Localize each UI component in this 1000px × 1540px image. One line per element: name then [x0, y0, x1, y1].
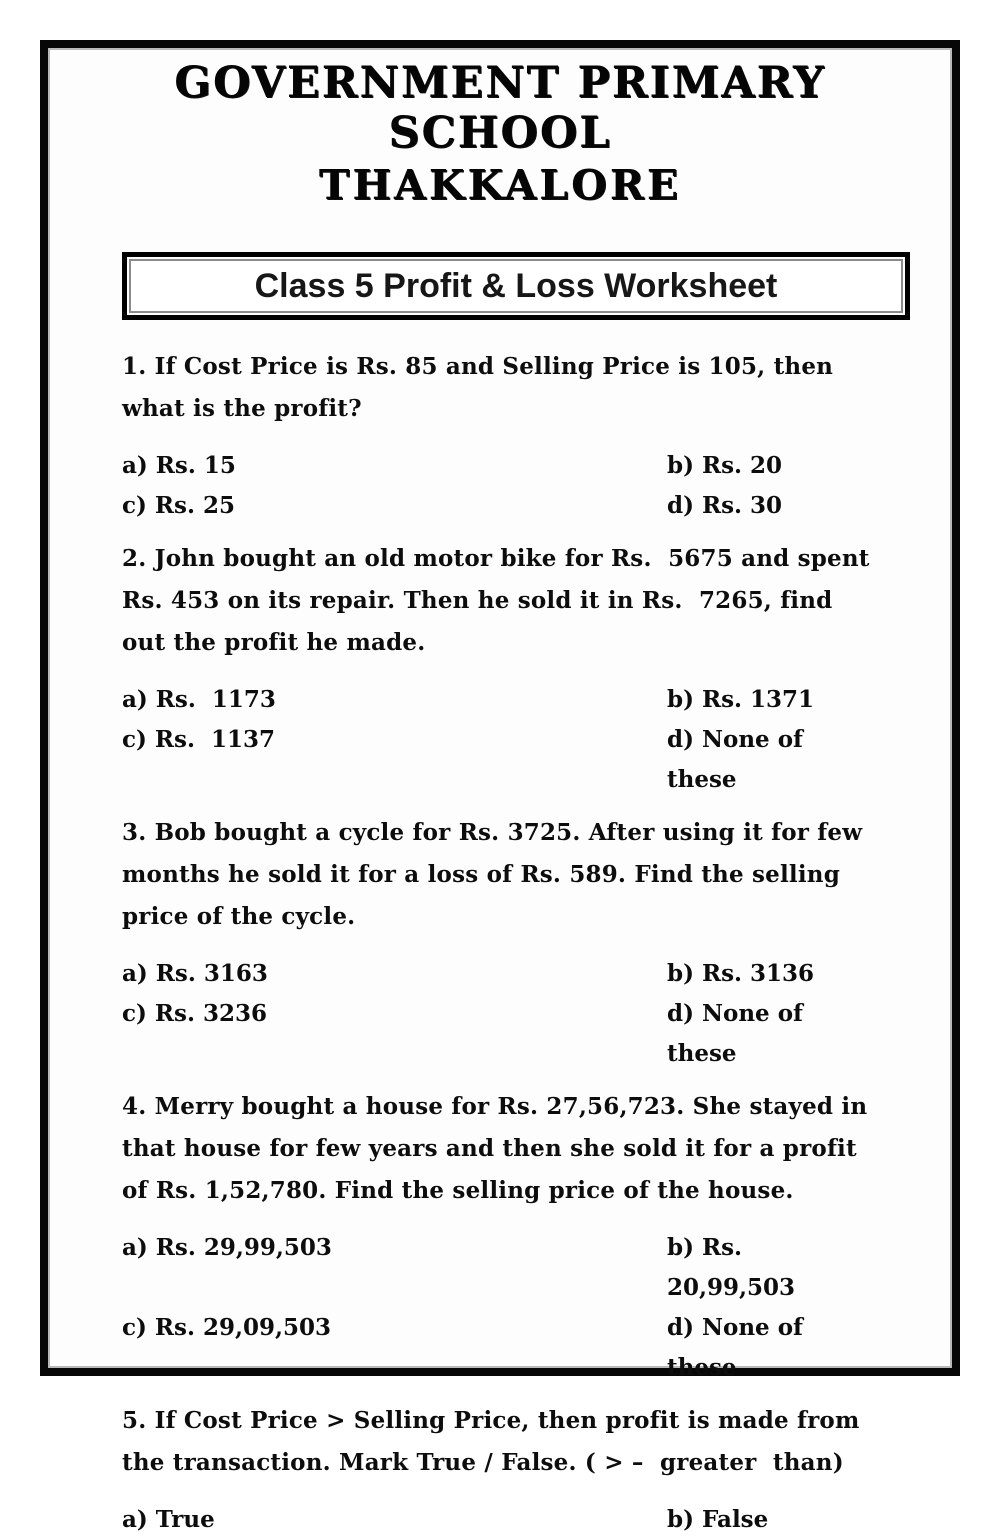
question-4-option-a[interactable]: a) Rs. 29,99,503	[122, 1234, 332, 1261]
question-4-option-b[interactable]: b) Rs. 20,99,503	[667, 1234, 796, 1301]
question-5	[122, 1400, 878, 1540]
worksheet-title-box	[122, 252, 910, 320]
question-3-option-d[interactable]: d) None of these	[667, 1000, 811, 1067]
question-4	[122, 1086, 878, 1388]
question-1-option-b[interactable]: b) Rs. 20	[667, 452, 783, 479]
question-3-text: 3. Bob bought a cycle for Rs. 3725. After using it for few months he sold it for a loss of Rs. 589. Find the selling price of the cycle.	[122, 819, 871, 930]
question-4-options	[122, 1228, 878, 1388]
worksheet-title: Class 5 Profit & Loss Worksheet	[129, 259, 903, 313]
question-3-option-b[interactable]: b) Rs. 3136	[667, 960, 815, 987]
question-5-text: 5. If Cost Price > Selling Price, then profit is made from the transaction. Mark True / False. ( > – greater than)	[122, 1407, 868, 1476]
question-1	[122, 346, 878, 526]
question-2-option-d[interactable]: d) None of these	[667, 726, 811, 793]
school-name-line1: GOVERNMENT PRIMARY SCHOOL	[174, 58, 826, 158]
question-5-option-b[interactable]: b) False	[667, 1506, 769, 1533]
question-3	[122, 812, 878, 1074]
question-2-option-a[interactable]: a) Rs. 1173	[122, 686, 276, 713]
question-2-option-b[interactable]: b) Rs. 1371	[667, 686, 815, 713]
question-1-option-c[interactable]: c) Rs. 25	[122, 492, 235, 519]
question-3-option-a[interactable]: a) Rs. 3163	[122, 960, 268, 987]
question-4-text: 4. Merry bought a house for Rs. 27,56,723. She stayed in that house for few years and then she sold it for a profit of Rs. 1,52,780. Find the selling price of the house.	[122, 1093, 876, 1204]
question-1-options	[122, 446, 878, 526]
question-4-option-c[interactable]: c) Rs. 29,09,503	[122, 1314, 332, 1341]
question-2-text: 2. John bought an old motor bike for Rs. 5675 and spent Rs. 453 on its repair. Then he sold it in Rs. 7265, find out the profit he made.	[122, 545, 878, 656]
question-3-option-c[interactable]: c) Rs. 3236	[122, 1000, 267, 1027]
question-2	[122, 538, 878, 800]
worksheet-page-frame	[40, 40, 960, 1533]
question-2-option-c[interactable]: c) Rs. 1137	[122, 726, 275, 753]
question-4-option-d[interactable]: d) None of these	[667, 1314, 811, 1381]
question-1-option-d[interactable]: d) Rs. 30	[667, 492, 783, 519]
question-1-option-a[interactable]: a) Rs. 15	[122, 452, 236, 479]
question-1-text: 1. If Cost Price is Rs. 85 and Selling Price is 105, then what is the profit?	[122, 353, 842, 422]
school-name-line2: THAKKALORE	[318, 161, 682, 209]
question-5-option-a[interactable]: a) True	[122, 1506, 215, 1533]
question-2-options	[122, 680, 878, 800]
question-5-options	[122, 1500, 878, 1540]
school-header	[122, 58, 878, 212]
question-3-options	[122, 954, 878, 1074]
